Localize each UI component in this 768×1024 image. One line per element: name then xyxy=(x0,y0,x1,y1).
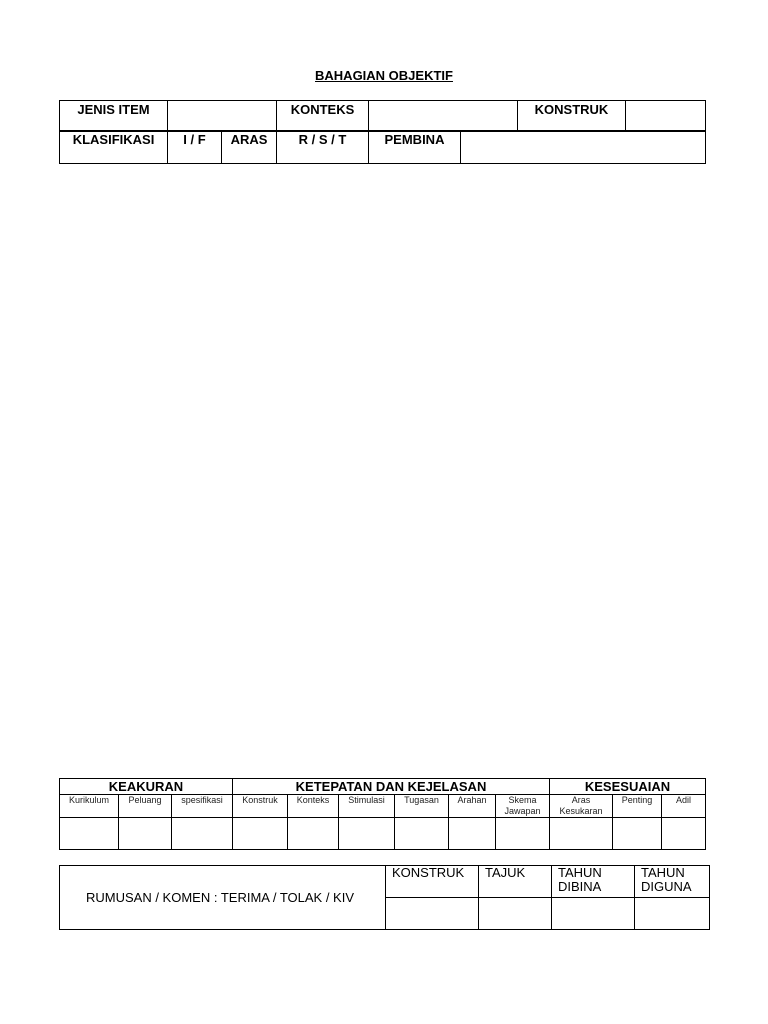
tahun-diguna-field[interactable] xyxy=(635,898,710,930)
criteria-arahan: Arahan xyxy=(449,795,496,818)
score-cell[interactable] xyxy=(395,818,449,850)
klasifikasi-label: KLASIFIKASI xyxy=(60,131,168,164)
score-cell[interactable] xyxy=(550,818,613,850)
criteria-peluang: Peluang xyxy=(119,795,172,818)
evaluation-table xyxy=(59,778,706,850)
tahun-diguna-label: TAHUN DIGUNA xyxy=(635,866,710,898)
pembina-field[interactable] xyxy=(461,131,706,164)
if-label: I / F xyxy=(168,131,222,164)
jenis-item-label: JENIS ITEM xyxy=(60,101,168,132)
summary-table xyxy=(59,865,710,930)
criteria-aras-kesukaran: Aras Kesukaran xyxy=(550,795,613,818)
item-info-table xyxy=(59,100,706,132)
rst-label: R / S / T xyxy=(277,131,369,164)
jenis-item-field[interactable] xyxy=(168,101,277,132)
score-cell[interactable] xyxy=(613,818,662,850)
score-cell[interactable] xyxy=(288,818,339,850)
group-ketepatan-dan-kejelasan: KETEPATAN DAN KEJELASAN xyxy=(233,779,550,795)
score-cell[interactable] xyxy=(496,818,550,850)
criteria-penting: Penting xyxy=(613,795,662,818)
konstruk-label: KONSTRUK xyxy=(518,101,626,132)
group-kesesuaian: KESESUAIAN xyxy=(550,779,706,795)
score-cell[interactable] xyxy=(449,818,496,850)
konstruk-value-field[interactable] xyxy=(386,898,479,930)
score-cell[interactable] xyxy=(172,818,233,850)
group-keakuran: KEAKURAN xyxy=(60,779,233,795)
rumusan-komen-label: RUMUSAN / KOMEN : TERIMA / TOLAK / KIV xyxy=(60,866,386,930)
konstruk-field[interactable] xyxy=(626,101,706,132)
criteria-konstruk: Konstruk xyxy=(233,795,288,818)
criteria-spesifikasi: spesifikasi xyxy=(172,795,233,818)
tajuk-column-label: TAJUK xyxy=(479,866,552,898)
criteria-tugasan: Tugasan xyxy=(395,795,449,818)
tahun-dibina-label: TAHUN DIBINA xyxy=(552,866,635,898)
konteks-field[interactable] xyxy=(369,101,518,132)
page-title: BAHAGIAN OBJEKTIF xyxy=(315,68,453,83)
pembina-label: PEMBINA xyxy=(369,131,461,164)
criteria-skema-jawapan: Skema Jawapan xyxy=(496,795,550,818)
konteks-label: KONTEKS xyxy=(277,101,369,132)
score-cell[interactable] xyxy=(60,818,119,850)
score-cell[interactable] xyxy=(119,818,172,850)
score-cell[interactable] xyxy=(233,818,288,850)
konstruk-column-label: KONSTRUK xyxy=(386,866,479,898)
tahun-dibina-field[interactable] xyxy=(552,898,635,930)
criteria-adil: Adil xyxy=(662,795,706,818)
aras-label: ARAS xyxy=(222,131,277,164)
criteria-kurikulum: Kurikulum xyxy=(60,795,119,818)
score-cell[interactable] xyxy=(662,818,706,850)
criteria-stimulasi: Stimulasi xyxy=(339,795,395,818)
criteria-konteks: Konteks xyxy=(288,795,339,818)
classification-table xyxy=(59,130,706,164)
tajuk-value-field[interactable] xyxy=(479,898,552,930)
score-cell[interactable] xyxy=(339,818,395,850)
